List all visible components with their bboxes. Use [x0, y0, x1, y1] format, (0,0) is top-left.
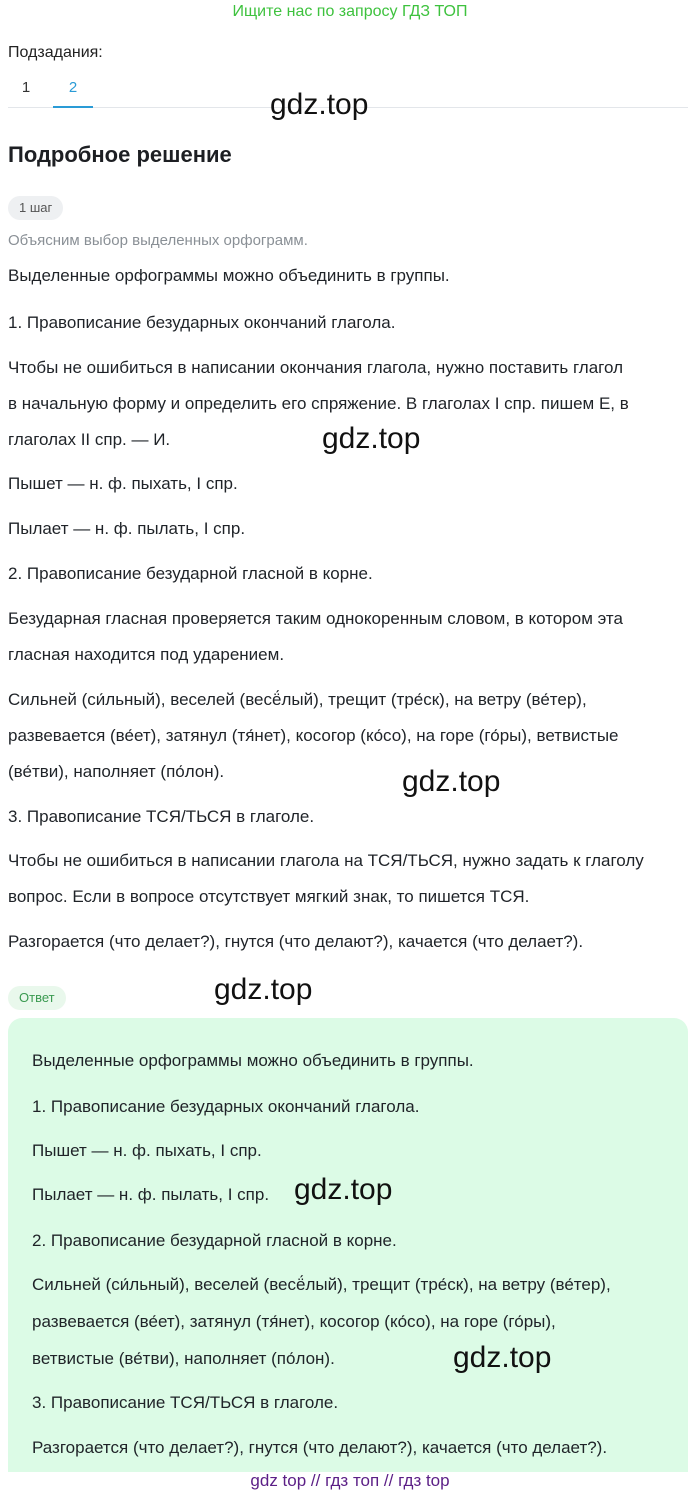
subtask-tab-2-active[interactable]: 2 — [53, 74, 93, 108]
watermark: gdz.top — [270, 88, 369, 121]
answer-paragraph: развевается (ве́ет), затянул (тя́нет), косогор (ко́со), на горе (го́ры), — [32, 1312, 556, 1331]
answer-paragraph: Выделенные орфограммы можно объединить в группы. — [32, 1051, 474, 1070]
answer-paragraph: ветвистые (ве́тви), наполняет (по́лон). — [32, 1349, 335, 1368]
answer-box — [8, 1018, 688, 1472]
solution-paragraph: 1. Правописание безударных окончаний глагола. — [8, 313, 396, 332]
watermark: gdz.top — [402, 765, 501, 798]
section-title: Подробное решение — [8, 142, 232, 167]
solution-paragraph: развевается (ве́ет), затянул (тя́нет), косогор (ко́со), на горе (го́ры), ветвистые — [8, 726, 619, 745]
solution-paragraph: глаголах II спр. — И. — [8, 430, 171, 449]
solution-paragraph: вопрос. Если в вопросе отсутствует мягкий знак, то пишется ТСЯ. — [8, 887, 530, 906]
subtask-tab-1[interactable]: 1 — [21, 79, 31, 96]
footer-links[interactable]: gdz top // гдз топ // гдз top — [250, 1471, 450, 1490]
watermark: gdz.top — [322, 422, 421, 455]
answer-badge: Ответ — [8, 986, 66, 1010]
watermark: gdz.top — [214, 973, 313, 1006]
watermark: gdz.top — [453, 1341, 552, 1374]
answer-paragraph: 2. Правописание безударной гласной в корне. — [32, 1231, 397, 1250]
answer-paragraph: 3. Правописание ТСЯ/ТЬСЯ в глаголе. — [32, 1393, 339, 1412]
answer-paragraph: Сильней (си́льный), веселей (весё́лый), трещит (тре́ск), на ветру (ве́тер), — [32, 1275, 611, 1294]
watermark: gdz.top — [294, 1173, 393, 1206]
solution-paragraph: Безударная гласная проверяется таким однокоренным словом, в котором эта — [8, 609, 623, 628]
answer-paragraph: Разгорается (что делает?), гнутся (что делают?), качается (что делает?). — [32, 1438, 608, 1457]
step-hint: Объясним выбор выделенных орфограмм. — [8, 232, 308, 249]
solution-paragraph: гласная находится под ударением. — [8, 645, 285, 664]
solution-paragraph: Разгорается (что делает?), гнутся (что делают?), качается (что делает?). — [8, 932, 584, 951]
solution-paragraph: Сильней (си́льный), веселей (весё́лый), трещит (тре́ск), на ветру (ве́тер), — [8, 690, 587, 709]
solution-paragraph: (ве́тви), наполняет (по́лон). — [8, 762, 225, 781]
answer-paragraph: 1. Правописание безударных окончаний глагола. — [32, 1097, 420, 1116]
solution-paragraph: Чтобы не ошибиться в написании окончания глагола, нужно поставить глагол — [8, 358, 624, 377]
solution-paragraph: 2. Правописание безударной гласной в корне. — [8, 564, 373, 583]
promo-banner: Ищите нас по запросу ГДЗ ТОП — [232, 3, 468, 20]
answer-paragraph: Пышет — н. ф. пыхать, I спр. — [32, 1141, 262, 1160]
step-badge: 1 шаг — [8, 196, 63, 220]
subtasks-label: Подзадания: — [8, 44, 103, 61]
solution-paragraph: Чтобы не ошибиться в написании глагола на ТСЯ/ТЬСЯ, нужно задать к глаголу — [8, 851, 644, 870]
solution-paragraph: в начальную форму и определить его спряжение. В глаголах I спр. пишем Е, в — [8, 394, 629, 413]
solution-paragraph: Пышет — н. ф. пыхать, I спр. — [8, 474, 238, 493]
solution-paragraph: Пылает — н. ф. пылать, I спр. — [8, 519, 246, 538]
solution-paragraph: 3. Правописание ТСЯ/ТЬСЯ в глаголе. — [8, 807, 315, 826]
solution-paragraph: Выделенные орфограммы можно объединить в группы. — [8, 266, 450, 285]
answer-paragraph: Пылает — н. ф. пылать, I спр. — [32, 1185, 270, 1204]
